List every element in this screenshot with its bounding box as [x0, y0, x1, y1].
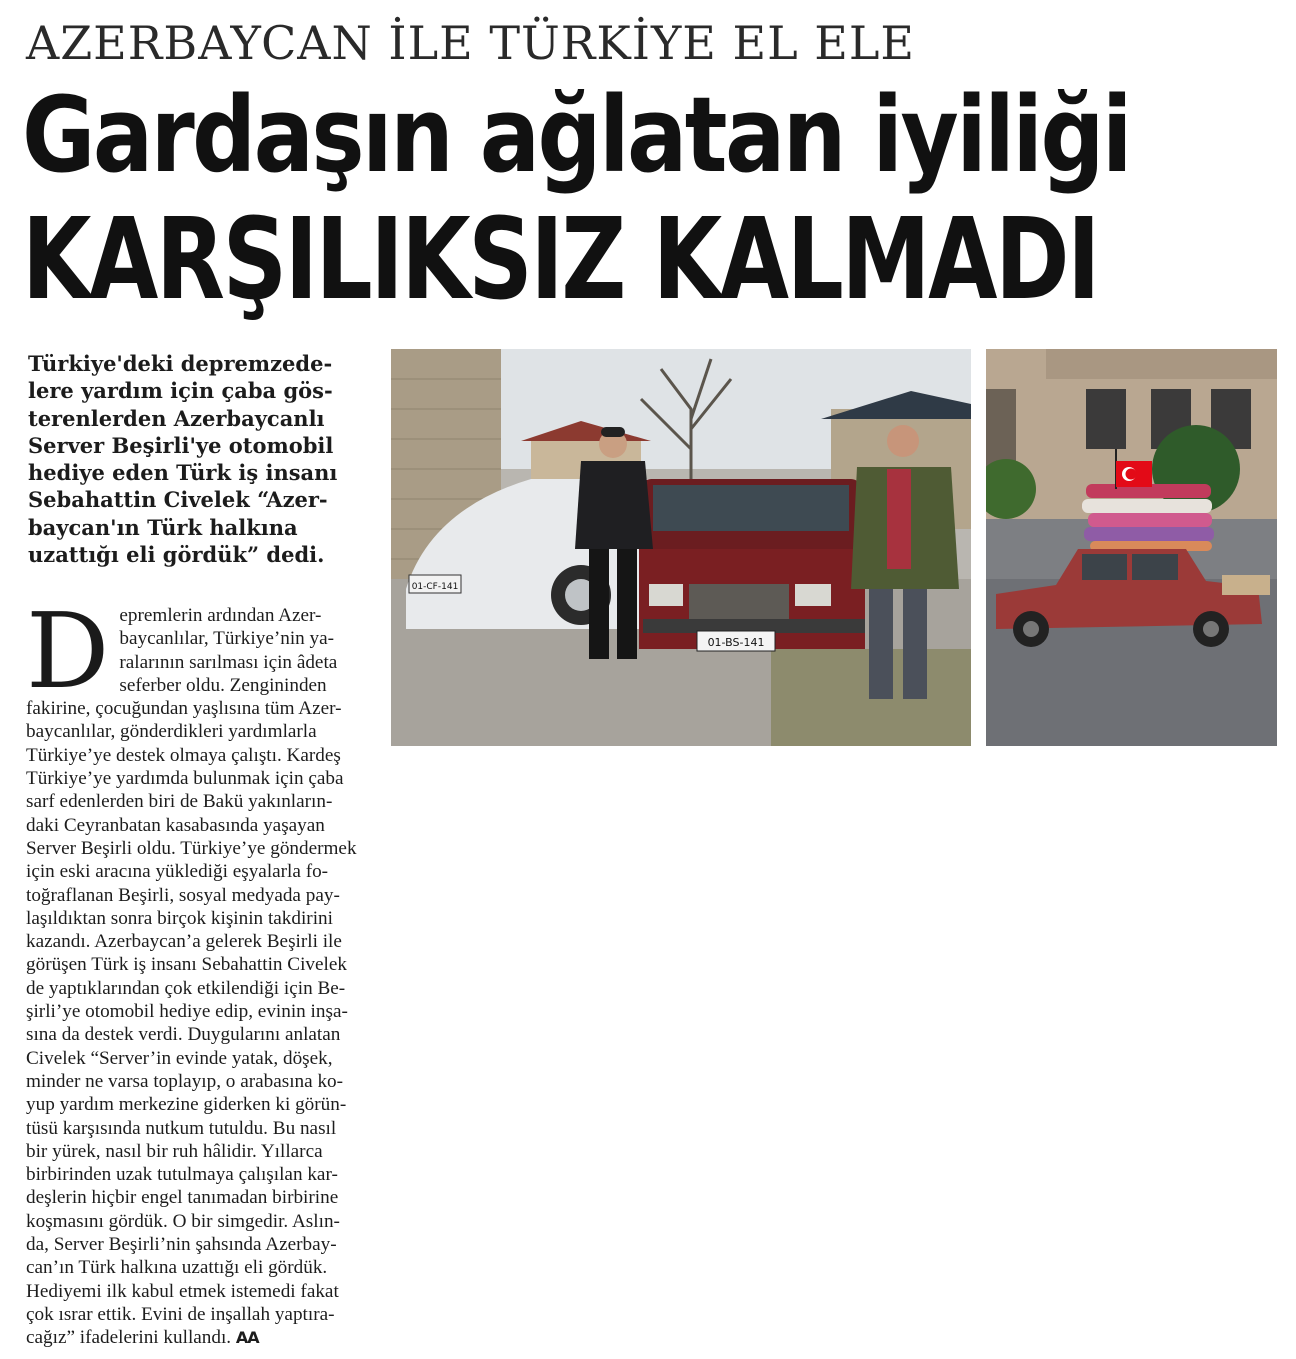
article-kicker: AZERBAYCAN İLE TÜRKİYE EL ELE: [26, 16, 915, 70]
article-lead: Türkiye'deki depremzede- lere yardım için çaba gös- terenlerden Azerbaycanlı Server Beşirli'ye otomobil hediye eden Türk iş insanı Sebahattin Civelek “Azer- baycan'ın Türk halkına uzattığı eli gördük” dedi.: [28, 351, 338, 568]
body-text: epremlerin ardından Azer- baycanlılar, Türkiye’nin ya- ralarının sarılması için âdeta seferber oldu. Zengininden fakirine, çocuğundan yaşlısına tüm Azer- baycanlılar, gönderdikleri yardımlarla Türkiye’ye destek olmaya çalıştı. Kardeş Türkiye’ye yardımda bulunmak için çaba sarf edenlerden biri de Bakü yakınların- daki Ceyranbatan kasabasında yaşayan Server Beşirli oldu. Türkiye’ye göndermek için eski aracına yüklediği eşyalarla fo- toğraflanan Beşirli, sosyal medyada pay- laşıldıktan sonra birçok kişinin takdirini kazandı. Azerbaycan’a gelerek Beşirli ile görüşen Türk iş insanı Sebahattin Civelek de yaptıklarından çok etkilendiği için Be- şirli’ye otomobil hediye edip, evinin inşa- sına da destek verdi. Duygularını anlatan Civelek “Server’in evinde yatak, döşek, minder ne varsa toplayıp, o arabasına ko- yup yardım merkezine giderken ki görün- tüsü karşısında nutkum tutuldu. Bu nasıl bir yürek, nasıl bir ruh hâlidir. Yıllarca birbirinden uzak tutulmaya çalışılan kar- deşlerin hiçbir engel tanımadan birbirine koşmasını gördük. O bir simgedir. Aslın- da, Server Beşirli’nin şahsında Azerbay- can’ın Türk halkına uzattığı eli gördük. Hediyemi ilk kabul etmek istemedi fakat çok ısrar ettik. Evini de inşallah yaptıra- cağız” ifadelerini kullandı.: [26, 605, 357, 1349]
photo-loaded-car-illustration: [986, 349, 1277, 746]
headline-line-2: KARŞILIKSIZ KALMADI: [22, 195, 1099, 325]
article-body: [26, 590, 362, 1350]
photo-men-with-cars-illustration: [391, 349, 971, 746]
red-car-plate: 01-BS-141: [707, 636, 765, 649]
white-car-plate: 01-CF-141: [411, 582, 459, 592]
drop-cap: D: [26, 590, 110, 712]
photo-men-with-cars: [391, 349, 971, 746]
photo-loaded-car: [986, 349, 1277, 746]
headline-line-1: Gardaşın ağlatan iyiliği: [22, 74, 1130, 196]
agency-credit: AA: [235, 1328, 259, 1348]
